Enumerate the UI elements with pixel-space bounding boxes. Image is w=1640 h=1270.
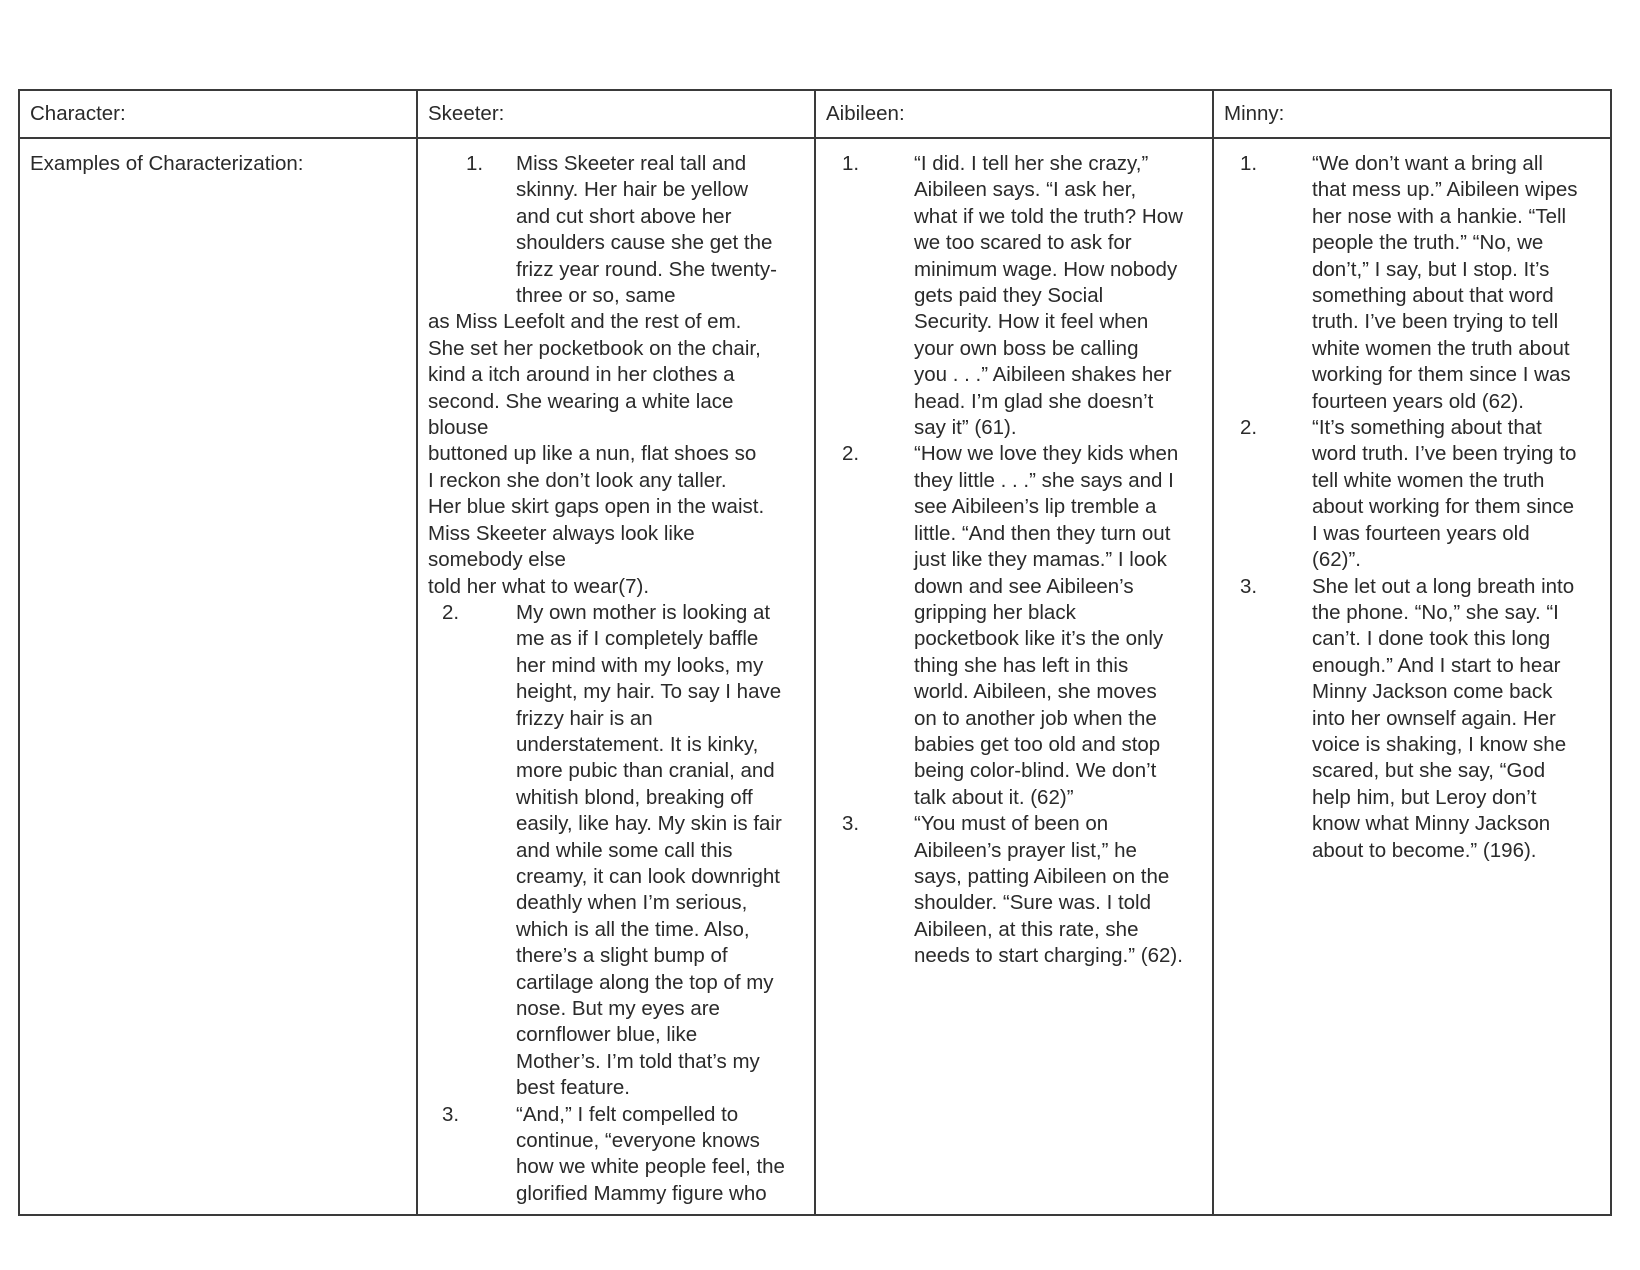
text-line: babies get too old and stop — [914, 732, 1161, 756]
skeeter-item-2-text — [516, 600, 806, 1102]
list-number: 3. — [1240, 574, 1258, 598]
text-line: nose. But my eyes are — [516, 997, 720, 1020]
skeeter-item-3-text — [516, 1102, 806, 1208]
text-line: can’t. I done took this long — [1312, 627, 1551, 651]
list-number: 1. — [466, 152, 484, 175]
aibileen-examples-cell — [815, 138, 1213, 1215]
text-line: “We don’t want a bring all — [1312, 152, 1543, 175]
text-line: somebody else — [428, 548, 566, 572]
text-line: glorified Mammy figure who — [516, 1181, 767, 1205]
minny-item-1 — [1214, 151, 1602, 415]
text-line: Miss Skeeter real tall and — [516, 152, 747, 175]
text-line: you . . .” Aibileen shakes her — [914, 363, 1172, 387]
text-line: thing she has left in this — [914, 653, 1129, 677]
text-line: as Miss Leefolt and the rest of em. — [428, 310, 742, 334]
header-minny: Minny: — [1213, 90, 1611, 138]
text-line: and while some call this — [516, 838, 733, 862]
text-line: needs to start charging.” (62). — [914, 944, 1183, 968]
text-line: working for them since I was — [1312, 363, 1571, 387]
text-line: buttoned up like a nun, flat shoes so — [428, 442, 757, 466]
text-line: “It’s something about that — [1312, 416, 1542, 440]
text-line: second. She wearing a white lace — [428, 389, 734, 413]
text-line: gets paid they Social — [914, 284, 1104, 308]
skeeter-item-1-text — [516, 151, 806, 309]
text-line: what if we told the truth? How — [914, 204, 1183, 228]
list-number: 1. — [1240, 152, 1258, 175]
text-line: frizz year round. She twenty- — [516, 257, 777, 281]
text-line: pocketbook like it’s the only — [914, 627, 1164, 651]
text-line: Her blue skirt gaps open in the waist. — [428, 495, 765, 519]
text-line: people the truth.” “No, we — [1312, 231, 1544, 255]
table-header-row — [19, 90, 1611, 138]
aibileen-item-3 — [816, 811, 1204, 969]
text-line: “And,” I felt compelled to — [516, 1102, 739, 1126]
minny-item-3-text — [1312, 574, 1602, 864]
text-line: white women the truth about — [1312, 336, 1570, 360]
text-line: frizzy hair is an — [516, 706, 653, 730]
row-label-examples: Examples of Characterization: — [19, 138, 417, 1215]
text-line: shoulders cause she get the — [516, 231, 773, 255]
list-number: 2. — [1240, 416, 1258, 440]
aibileen-item-2 — [816, 441, 1204, 811]
header-aibileen: Aibileen: — [815, 90, 1213, 138]
aibileen-item-1 — [816, 151, 1204, 441]
text-line: cornflower blue, like — [516, 1023, 698, 1047]
text-line: height, my hair. To say I have — [516, 680, 782, 704]
text-line: about to become.” (196). — [1312, 838, 1537, 862]
text-line: I was fourteen years old — [1312, 521, 1530, 545]
text-line: whitish blond, breaking off — [516, 785, 753, 809]
text-line: more pubic than cranial, and — [516, 759, 775, 783]
text-line: don’t,” I say, but I stop. It’s — [1312, 257, 1550, 281]
text-line: her mind with my looks, my — [516, 653, 764, 677]
list-number: 2. — [842, 442, 860, 466]
text-line: kind a itch around in her clothes a — [428, 363, 735, 387]
text-line: know what Minny Jackson — [1312, 812, 1551, 836]
text-line: enough.” And I start to hear — [1312, 653, 1561, 677]
text-line: continue, “everyone knows — [516, 1129, 760, 1153]
minny-examples-cell — [1213, 138, 1611, 1215]
list-number: 1. — [842, 152, 860, 175]
skeeter-examples-cell — [417, 138, 815, 1215]
skeeter-item-2 — [418, 600, 806, 1102]
text-line: shoulder. “Sure was. I told — [914, 891, 1152, 915]
text-line: help him, but Leroy don’t — [1312, 785, 1537, 809]
text-line: being color-blind. We don’t — [914, 759, 1157, 783]
text-line: (62)”. — [1312, 548, 1361, 572]
text-line: skinny. Her hair be yellow — [516, 178, 749, 202]
text-line: head. I’m glad she doesn’t — [914, 389, 1154, 413]
skeeter-item-3 — [418, 1102, 806, 1208]
text-line: on to another job when the — [914, 706, 1157, 730]
text-line: me as if I completely baffle — [516, 627, 759, 651]
text-line: word truth. I’ve been trying to — [1312, 442, 1577, 466]
skeeter-item-1-continuation — [418, 309, 806, 599]
text-line: the phone. “No,” she say. “I — [1312, 600, 1559, 624]
table-row-examples — [19, 138, 1611, 1215]
text-line: see Aibileen’s lip tremble a — [914, 495, 1157, 519]
text-line: say it” (61). — [914, 416, 1017, 440]
list-number: 3. — [442, 1102, 460, 1126]
text-line: Security. How it feel when — [914, 310, 1149, 334]
text-line: talk about it. (62)” — [914, 785, 1074, 809]
list-number: 3. — [842, 812, 860, 836]
minny-item-2 — [1214, 415, 1602, 573]
text-line: little. “And then they turn out — [914, 521, 1171, 545]
text-line: “How we love they kids when — [914, 442, 1179, 466]
text-line: Miss Skeeter always look like — [428, 521, 695, 545]
minny-item-3 — [1214, 574, 1602, 864]
text-line: Aibileen, at this rate, she — [914, 917, 1139, 941]
skeeter-item-1 — [418, 151, 806, 309]
text-line: “I did. I tell her she crazy,” — [914, 152, 1149, 175]
text-line: creamy, it can look downright — [516, 864, 780, 888]
text-line: understatement. It is kinky, — [516, 732, 759, 756]
text-line: Minny Jackson come back — [1312, 680, 1553, 704]
text-line: Mother’s. I’m told that’s my — [516, 1049, 760, 1073]
text-line: we too scared to ask for — [914, 231, 1132, 255]
aibileen-item-2-text — [914, 441, 1204, 811]
aibileen-item-1-text — [914, 151, 1204, 441]
text-line: just like they mamas.” I look — [914, 548, 1167, 572]
text-line: something about that word — [1312, 284, 1554, 308]
text-line: which is all the time. Also, — [516, 917, 750, 941]
text-line: I reckon she don’t look any taller. — [428, 468, 727, 492]
text-line: blouse — [428, 416, 489, 440]
text-line: “You must of been on — [914, 812, 1109, 836]
minny-item-2-text — [1312, 415, 1602, 573]
text-line: minimum wage. How nobody — [914, 257, 1178, 281]
text-line: easily, like hay. My skin is fair — [516, 812, 782, 836]
text-line: three or so, same — [516, 284, 676, 308]
text-line: She let out a long breath into — [1312, 574, 1575, 598]
text-line: voice is shaking, I know she — [1312, 732, 1567, 756]
minny-item-1-text — [1312, 151, 1602, 415]
characterization-table — [18, 89, 1612, 1216]
text-line: into her ownself again. Her — [1312, 706, 1556, 730]
text-line: scared, but she say, “God — [1312, 759, 1546, 783]
text-line: cartilage along the top of my — [516, 970, 774, 994]
text-line: tell white women the truth — [1312, 468, 1545, 492]
text-line: about working for them since — [1312, 495, 1575, 519]
aibileen-item-3-text — [914, 811, 1204, 969]
text-line: fourteen years old (62). — [1312, 389, 1524, 413]
text-line: deathly when I’m serious, — [516, 891, 748, 915]
list-number: 2. — [442, 600, 460, 624]
text-line: Aibileen’s prayer list,” he — [914, 838, 1137, 862]
text-line: and cut short above her — [516, 204, 732, 228]
text-line: says, patting Aibileen on the — [914, 864, 1170, 888]
header-character: Character: — [19, 90, 417, 138]
text-line: best feature. — [516, 1076, 630, 1100]
text-line: there’s a slight bump of — [516, 944, 728, 968]
text-line: gripping her black — [914, 600, 1076, 624]
text-line: truth. I’ve been trying to tell — [1312, 310, 1559, 334]
header-skeeter: Skeeter: — [417, 90, 815, 138]
text-line: told her what to wear(7). — [428, 574, 650, 598]
text-line: She set her pocketbook on the chair, — [428, 336, 761, 360]
text-line: her nose with a hankie. “Tell — [1312, 204, 1567, 228]
text-line: your own boss be calling — [914, 336, 1139, 360]
text-line: Aibileen says. “I ask her, — [914, 178, 1137, 202]
text-line: that mess up.” Aibileen wipes — [1312, 178, 1578, 202]
text-line: they little . . .” she says and I — [914, 468, 1174, 492]
text-line: My own mother is looking at — [516, 600, 771, 624]
text-line: world. Aibileen, she moves — [914, 680, 1157, 704]
text-line: down and see Aibileen’s — [914, 574, 1134, 598]
text-line: how we white people feel, the — [516, 1155, 785, 1179]
